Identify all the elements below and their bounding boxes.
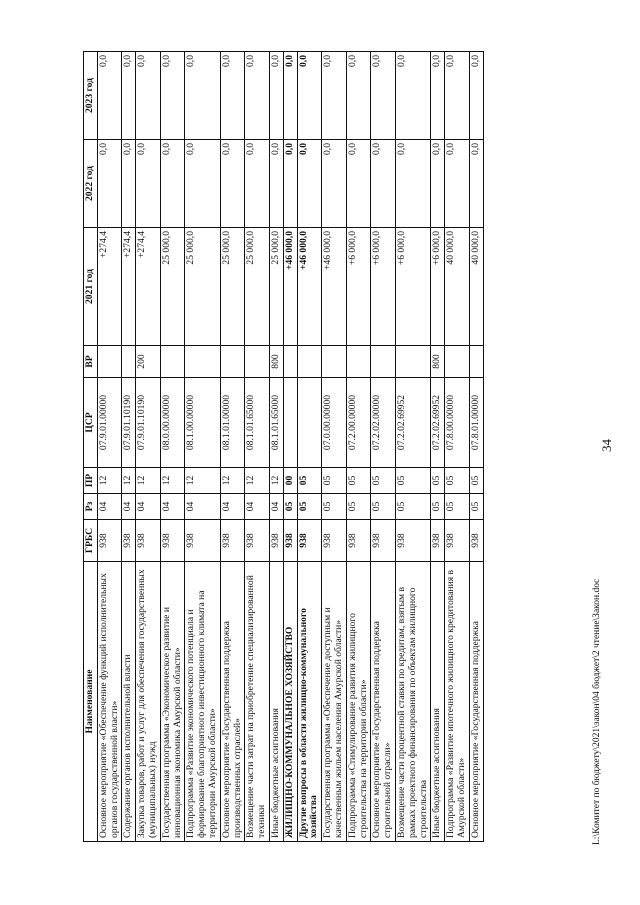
cell-2023: 0,0 xyxy=(245,52,270,140)
cell-grbs: 938 xyxy=(322,520,347,562)
cell-2023: 0,0 xyxy=(297,52,322,140)
page-number: 34 xyxy=(599,439,614,452)
cell-2021: +274,4 xyxy=(122,228,136,346)
cell-csr: 07.9.01.10190 xyxy=(136,378,161,468)
cell-rz: 04 xyxy=(269,494,283,520)
cell-2021: +274,4 xyxy=(97,228,122,346)
cell-name: Другие вопросы в области жилищно-коммунального хозяйства xyxy=(297,562,322,842)
cell-grbs: 938 xyxy=(395,520,430,562)
cell-rz: 05 xyxy=(469,494,483,520)
budget-table xyxy=(83,51,484,842)
table-row xyxy=(283,52,297,842)
cell-pr: 12 xyxy=(122,468,136,494)
cell-2021: 25 000,0 xyxy=(185,228,220,346)
cell-csr: 08.1.01.00000 xyxy=(220,378,245,468)
cell-rz: 05 xyxy=(395,494,430,520)
cell-pr: 05 xyxy=(346,468,371,494)
cell-grbs: 938 xyxy=(160,520,185,562)
cell-rz: 05 xyxy=(346,494,371,520)
cell-csr: 08.1.00.00000 xyxy=(185,378,220,468)
cell-pr: 12 xyxy=(97,468,122,494)
cell-vr xyxy=(322,346,347,378)
cell-csr: 07.9.01.00000 xyxy=(97,378,122,468)
cell-2023: 0,0 xyxy=(322,52,347,140)
cell-2023: 0,0 xyxy=(97,52,122,140)
cell-2022: 0,0 xyxy=(97,140,122,228)
cell-grbs: 938 xyxy=(97,520,122,562)
cell-vr xyxy=(469,346,483,378)
cell-vr: 800 xyxy=(431,346,445,378)
table-header-row xyxy=(84,52,98,842)
cell-rz: 05 xyxy=(297,494,322,520)
header-2021: 2021 год xyxy=(84,228,98,346)
cell-csr: 08.1.01.65000 xyxy=(245,378,270,468)
cell-csr xyxy=(297,378,322,468)
cell-2022: 0,0 xyxy=(322,140,347,228)
cell-vr xyxy=(395,346,430,378)
cell-vr xyxy=(346,346,371,378)
cell-pr: 00 xyxy=(283,468,297,494)
cell-pr: 05 xyxy=(297,468,322,494)
cell-grbs: 938 xyxy=(245,520,270,562)
cell-2021: +6 000,0 xyxy=(346,228,371,346)
cell-csr: 08.1.01.65000 xyxy=(269,378,283,468)
cell-rz: 05 xyxy=(283,494,297,520)
cell-name: Иные бюджетные ассигнования xyxy=(269,562,283,842)
cell-csr: 07.0.00.00000 xyxy=(322,378,347,468)
cell-2021: +46 000,0 xyxy=(283,228,297,346)
cell-vr xyxy=(297,346,322,378)
cell-2021: +274,4 xyxy=(136,228,161,346)
cell-csr: 07.2.02.00000 xyxy=(371,378,396,468)
cell-csr: 08.0.00.00000 xyxy=(160,378,185,468)
cell-grbs: 938 xyxy=(469,520,483,562)
cell-pr: 12 xyxy=(245,468,270,494)
cell-pr: 12 xyxy=(160,468,185,494)
cell-2023: 0,0 xyxy=(122,52,136,140)
cell-vr xyxy=(283,346,297,378)
cell-pr: 05 xyxy=(445,468,470,494)
cell-2023: 0,0 xyxy=(469,52,483,140)
cell-vr: 200 xyxy=(136,346,161,378)
cell-grbs: 938 xyxy=(269,520,283,562)
cell-vr xyxy=(220,346,245,378)
header-2022: 2022 год xyxy=(84,140,98,228)
cell-2023: 0,0 xyxy=(160,52,185,140)
cell-2023: 0,0 xyxy=(445,52,470,140)
header-2023: 2023 год xyxy=(84,52,98,140)
cell-name: Закупка товаров, работ и услуг для обеспечения государственных (муниципальных) нужд xyxy=(136,562,161,842)
cell-2021: 25 000,0 xyxy=(220,228,245,346)
cell-2023: 0,0 xyxy=(395,52,430,140)
cell-rz: 04 xyxy=(136,494,161,520)
cell-2022: 0,0 xyxy=(160,140,185,228)
cell-grbs: 938 xyxy=(185,520,220,562)
header-rz: Рз xyxy=(84,494,98,520)
cell-grbs: 938 xyxy=(371,520,396,562)
cell-2023: 0,0 xyxy=(136,52,161,140)
cell-csr xyxy=(283,378,297,468)
table-row xyxy=(297,52,322,842)
cell-grbs: 938 xyxy=(346,520,371,562)
cell-grbs: 938 xyxy=(220,520,245,562)
table-row xyxy=(136,52,161,842)
cell-2023: 0,0 xyxy=(220,52,245,140)
cell-pr: 05 xyxy=(371,468,396,494)
cell-2022: 0,0 xyxy=(122,140,136,228)
table-row xyxy=(445,52,470,842)
cell-name: ЖИЛИЩНО-КОММУНАЛЬНОЕ ХОЗЯЙСТВО xyxy=(283,562,297,842)
cell-vr xyxy=(122,346,136,378)
cell-pr: 12 xyxy=(220,468,245,494)
cell-2022: 0,0 xyxy=(185,140,220,228)
cell-2021: 25 000,0 xyxy=(245,228,270,346)
cell-name: Подпрограмма «Развитие ипотечного жилищного кредитования в Амурской области» xyxy=(445,562,470,842)
cell-vr xyxy=(160,346,185,378)
table-row xyxy=(160,52,185,842)
cell-2021: 40 000,0 xyxy=(469,228,483,346)
cell-2023: 0,0 xyxy=(269,52,283,140)
cell-2021: +6 000,0 xyxy=(431,228,445,346)
cell-2023: 0,0 xyxy=(431,52,445,140)
cell-vr xyxy=(97,346,122,378)
cell-2022: 0,0 xyxy=(395,140,430,228)
cell-2021: +46 000,0 xyxy=(322,228,347,346)
table-row xyxy=(371,52,396,842)
cell-pr: 05 xyxy=(469,468,483,494)
cell-vr xyxy=(245,346,270,378)
cell-rz: 05 xyxy=(322,494,347,520)
cell-grbs: 938 xyxy=(445,520,470,562)
cell-rz: 04 xyxy=(122,494,136,520)
cell-pr: 12 xyxy=(136,468,161,494)
cell-csr: 07.8.01.00000 xyxy=(469,378,483,468)
cell-rz: 04 xyxy=(97,494,122,520)
table-row xyxy=(245,52,270,842)
cell-rz: 05 xyxy=(431,494,445,520)
table-row xyxy=(469,52,483,842)
cell-name: Возмещение части затрат на приобретение специализированной техники xyxy=(245,562,270,842)
document-path-footer: L:\Комитет по бюджету\2021\закон\04 бюджет\2 чтение\Закон.doc xyxy=(592,578,602,845)
cell-csr: 07.2.02.69952 xyxy=(431,378,445,468)
table-row xyxy=(322,52,347,842)
cell-pr: 05 xyxy=(322,468,347,494)
cell-name: Подпрограмма «Развитие экономического потенциала и формирование благоприятного инвестиционного климата на территории Амурской области» xyxy=(185,562,220,842)
cell-rz: 04 xyxy=(185,494,220,520)
cell-2022: 0,0 xyxy=(346,140,371,228)
cell-grbs: 938 xyxy=(431,520,445,562)
header-vr: ВР xyxy=(84,346,98,378)
cell-2021: 40 000,0 xyxy=(445,228,470,346)
cell-name: Основное мероприятие «Государственная поддержка производственных отраслей» xyxy=(220,562,245,842)
header-pr: ПР xyxy=(84,468,98,494)
cell-2023: 0,0 xyxy=(185,52,220,140)
cell-name: Иные бюджетные ассигнования xyxy=(431,562,445,842)
cell-2022: 0,0 xyxy=(445,140,470,228)
cell-2022: 0,0 xyxy=(220,140,245,228)
cell-vr: 800 xyxy=(269,346,283,378)
cell-name: Основное мероприятие «Государственная поддержка строительной отрасли» xyxy=(371,562,396,842)
table-body xyxy=(97,52,483,842)
table-row xyxy=(269,52,283,842)
cell-pr: 05 xyxy=(431,468,445,494)
cell-name: Государственная программа «Экономическое развитие и инновационная экономика Амурской области» xyxy=(160,562,185,842)
cell-2022: 0,0 xyxy=(269,140,283,228)
cell-2021: +6 000,0 xyxy=(371,228,396,346)
cell-grbs: 938 xyxy=(283,520,297,562)
cell-csr: 07.2.00.00000 xyxy=(346,378,371,468)
cell-2021: +6 000,0 xyxy=(395,228,430,346)
table-row xyxy=(395,52,430,842)
table-row xyxy=(185,52,220,842)
header-grbs: ГРБС xyxy=(84,520,98,562)
cell-pr: 12 xyxy=(269,468,283,494)
cell-name: Возмещение части процентной ставки по кредитам, взятым в рамках проектного финансирования по объектам жилищного строительства xyxy=(395,562,430,842)
cell-vr xyxy=(445,346,470,378)
cell-vr xyxy=(185,346,220,378)
cell-2021: 25 000,0 xyxy=(160,228,185,346)
cell-2022: 0,0 xyxy=(136,140,161,228)
cell-2021: +46 000,0 xyxy=(297,228,322,346)
cell-2021: 25 000,0 xyxy=(269,228,283,346)
cell-name: Основное мероприятие «Обеспечение функций исполнительных органов государственной власти» xyxy=(97,562,122,842)
cell-vr xyxy=(371,346,396,378)
cell-2023: 0,0 xyxy=(283,52,297,140)
cell-csr: 07.9.01.10190 xyxy=(122,378,136,468)
cell-csr: 07.2.02.69952 xyxy=(395,378,430,468)
cell-name: Содержание органов исполнительной власти xyxy=(122,562,136,842)
table-row xyxy=(431,52,445,842)
cell-2022: 0,0 xyxy=(431,140,445,228)
header-csr: ЦСР xyxy=(84,378,98,468)
table-row xyxy=(122,52,136,842)
cell-csr: 07.8.00.00000 xyxy=(445,378,470,468)
cell-pr: 12 xyxy=(185,468,220,494)
cell-pr: 05 xyxy=(395,468,430,494)
cell-grbs: 938 xyxy=(297,520,322,562)
cell-rz: 04 xyxy=(160,494,185,520)
cell-rz: 05 xyxy=(371,494,396,520)
cell-2023: 0,0 xyxy=(346,52,371,140)
budget-table-container xyxy=(83,52,484,842)
cell-rz: 04 xyxy=(220,494,245,520)
table-row xyxy=(220,52,245,842)
table-row xyxy=(346,52,371,842)
cell-rz: 04 xyxy=(245,494,270,520)
cell-rz: 05 xyxy=(445,494,470,520)
cell-name: Основное мероприятие «Государственная поддержка xyxy=(469,562,483,842)
cell-grbs: 938 xyxy=(122,520,136,562)
cell-2022: 0,0 xyxy=(283,140,297,228)
cell-grbs: 938 xyxy=(136,520,161,562)
cell-2023: 0,0 xyxy=(371,52,396,140)
table-row xyxy=(97,52,122,842)
cell-2022: 0,0 xyxy=(469,140,483,228)
header-name: Наименование xyxy=(84,562,98,842)
cell-name: Государственная программа «Обеспечение доступным и качественным жильем населения Амурской области» xyxy=(322,562,347,842)
cell-2022: 0,0 xyxy=(245,140,270,228)
cell-2022: 0,0 xyxy=(371,140,396,228)
cell-2022: 0,0 xyxy=(297,140,322,228)
cell-name: Подпрограмма «Стимулирование развития жилищного строительства на территории области» xyxy=(346,562,371,842)
